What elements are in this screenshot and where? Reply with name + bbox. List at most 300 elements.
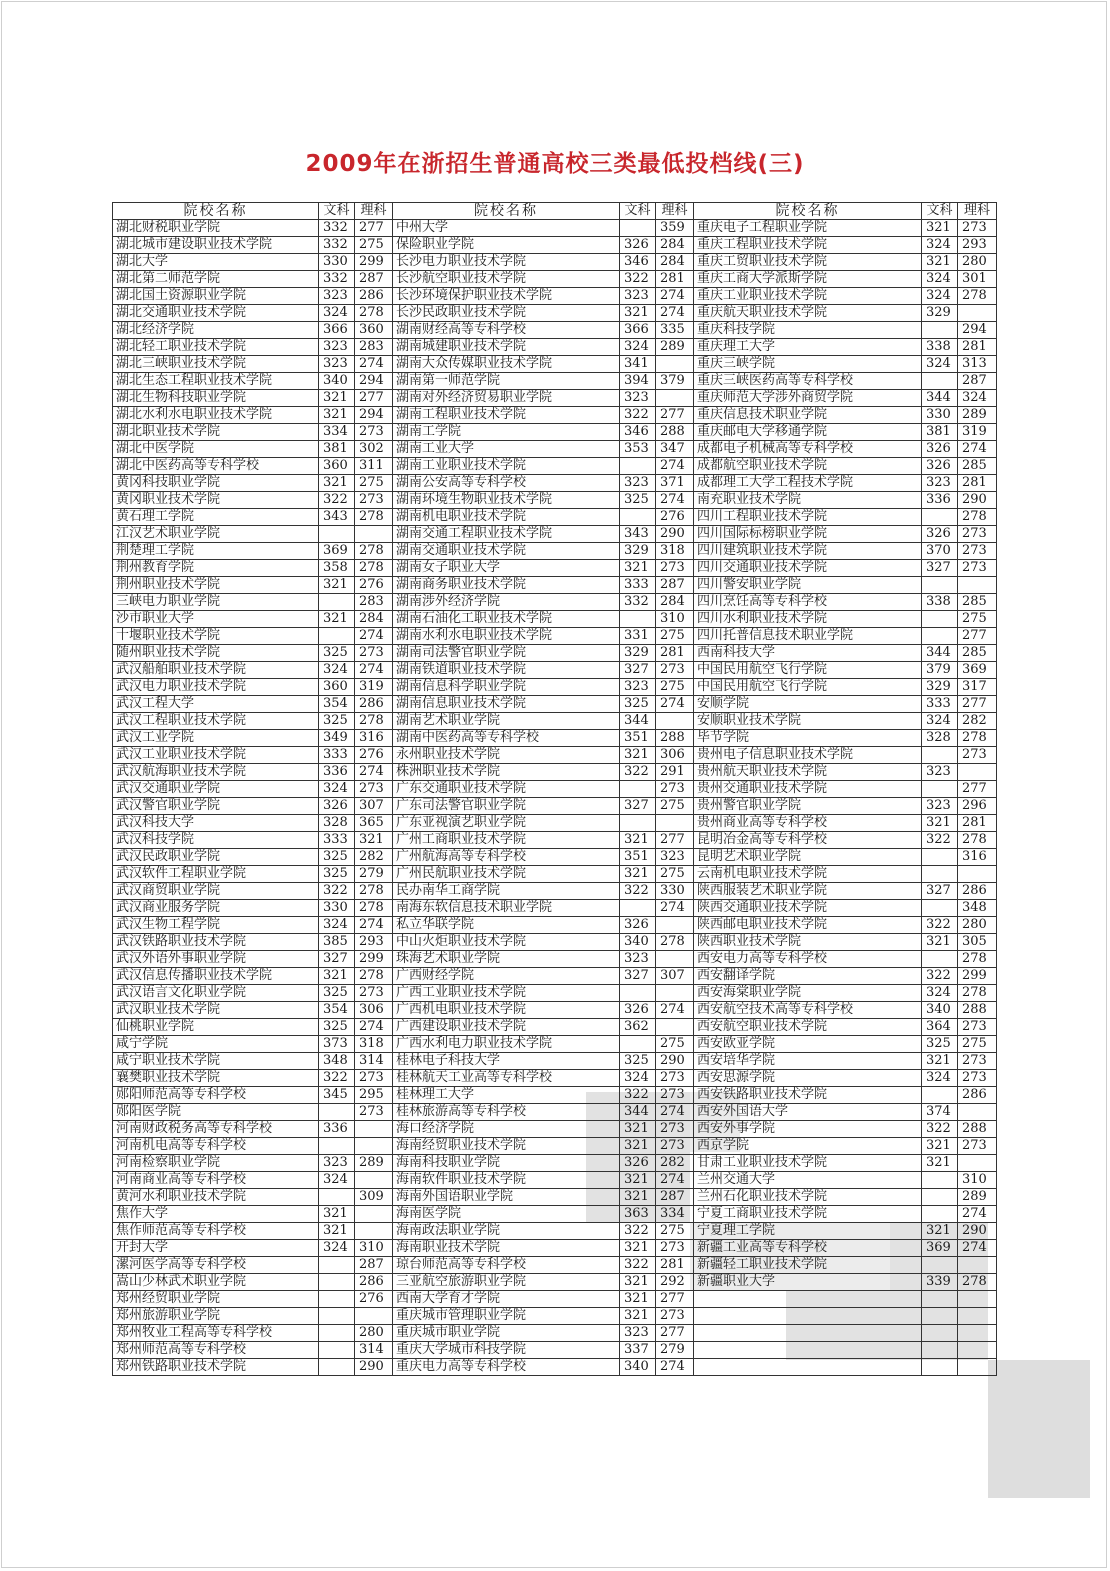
table-row [113,305,997,322]
school-name-cell: 咸宁职业技术学院 [113,1053,319,1070]
school-name-cell: 武汉工程职业技术学院 [113,713,319,730]
science-score-cell: 365 [355,815,393,832]
school-name-cell: 西安外事学院 [694,1121,922,1138]
liberal-arts-score-cell: 326 [620,1155,656,1172]
science-score-cell: 296 [958,798,997,815]
table-row [113,509,997,526]
science-score-cell: 274 [958,1206,997,1223]
school-name-cell: 湖北生态工程职业技术学院 [113,373,319,390]
science-score-cell: 286 [355,288,393,305]
science-score-cell: 275 [958,1036,997,1053]
science-score-cell: 273 [958,543,997,560]
science-score-cell: 318 [656,543,694,560]
liberal-arts-score-cell: 329 [620,645,656,662]
science-score-cell: 359 [656,220,694,237]
school-name-cell: 广州工商职业技术学院 [393,832,620,849]
science-score-cell: 313 [958,356,997,373]
science-score-cell: 294 [355,407,393,424]
liberal-arts-score-cell [922,628,958,645]
science-score-cell: 274 [958,441,997,458]
science-score-cell: 281 [958,339,997,356]
liberal-arts-score-cell: 321 [620,747,656,764]
science-score-cell: 347 [656,441,694,458]
liberal-arts-score-cell: 379 [922,662,958,679]
science-score-cell: 295 [355,1087,393,1104]
science-score-cell [355,1308,393,1325]
liberal-arts-score-cell: 321 [620,1274,656,1291]
science-score-cell: 289 [958,1189,997,1206]
school-name-cell: 武汉电力职业技术学院 [113,679,319,696]
science-score-cell: 278 [958,951,997,968]
science-score-cell: 278 [355,560,393,577]
science-score-cell: 275 [355,475,393,492]
liberal-arts-score-cell: 344 [922,645,958,662]
science-score-cell: 302 [355,441,393,458]
table-row [113,883,997,900]
liberal-arts-score-cell [922,781,958,798]
school-name-cell: 湖北轻工职业技术学院 [113,339,319,356]
school-name-cell: 武汉交通职业学院 [113,781,319,798]
science-score-cell: 277 [656,407,694,424]
liberal-arts-score-cell: 322 [620,1257,656,1274]
school-name-cell: 重庆工程职业技术学院 [694,237,922,254]
science-score-cell: 277 [355,220,393,237]
liberal-arts-score-cell [319,526,355,543]
science-score-cell: 287 [355,1257,393,1274]
school-name-cell: 贵州警官职业学院 [694,798,922,815]
school-name-cell: 广西工业职业技术学院 [393,985,620,1002]
liberal-arts-score-cell: 332 [319,271,355,288]
science-score-cell: 273 [958,1053,997,1070]
science-score-cell: 281 [656,645,694,662]
science-score-cell: 275 [656,628,694,645]
science-score-cell [958,1257,997,1274]
school-name-cell: 郧阳师范高等专科学校 [113,1087,319,1104]
liberal-arts-score-cell: 321 [620,1291,656,1308]
liberal-arts-score-cell: 340 [922,1002,958,1019]
science-score-cell [355,1121,393,1138]
school-name-cell: 贵州航天职业技术学院 [694,764,922,781]
school-name-cell: 湖南中医药高等专科学校 [393,730,620,747]
school-name-cell: 长沙民政职业技术学院 [393,305,620,322]
liberal-arts-score-cell: 333 [319,832,355,849]
table-row [113,356,997,373]
science-score-cell: 299 [958,968,997,985]
liberal-arts-score-cell [922,1359,958,1376]
science-score-cell: 289 [656,339,694,356]
liberal-arts-score-cell [620,1036,656,1053]
school-name-cell: 湖南机电职业技术学院 [393,509,620,526]
table-row [113,747,997,764]
school-name-cell: 湖南大众传媒职业技术学院 [393,356,620,373]
liberal-arts-score-cell: 345 [319,1087,355,1104]
school-name-cell: 桂林航天工业高等专科学校 [393,1070,620,1087]
science-score-cell [958,1308,997,1325]
science-score-cell: 281 [656,1257,694,1274]
liberal-arts-score-cell: 370 [922,543,958,560]
science-score-cell: 275 [656,679,694,696]
science-score-cell: 316 [958,849,997,866]
science-score-cell: 276 [355,1291,393,1308]
table-row [113,1257,997,1274]
science-score-cell [355,1223,393,1240]
school-name-cell: 焦作师范高等专科学校 [113,1223,319,1240]
school-name-cell: 三峡电力职业学院 [113,594,319,611]
science-score-cell: 273 [355,1070,393,1087]
liberal-arts-score-cell: 325 [319,713,355,730]
school-name-cell: 武汉警官职业学院 [113,798,319,815]
table-row [113,526,997,543]
liberal-arts-score-cell: 322 [620,883,656,900]
table-row [113,781,997,798]
science-score-cell: 290 [656,526,694,543]
table-row [113,1291,997,1308]
table-row [113,1172,997,1189]
school-name-cell: 开封大学 [113,1240,319,1257]
school-name-cell: 十堰职业技术学院 [113,628,319,645]
school-name-cell: 湖南财经高等专科学校 [393,322,620,339]
school-name-cell: 随州职业技术学院 [113,645,319,662]
liberal-arts-score-cell: 322 [620,271,656,288]
science-score-cell: 309 [355,1189,393,1206]
science-score-cell [656,951,694,968]
liberal-arts-score-cell: 322 [922,1121,958,1138]
school-name-cell: 湖南涉外经济学院 [393,594,620,611]
liberal-arts-score-cell: 323 [319,356,355,373]
school-name-cell: 广西水利电力职业技术学院 [393,1036,620,1053]
liberal-arts-score-cell [922,1257,958,1274]
liberal-arts-score-cell [922,1172,958,1189]
table-row [113,1206,997,1223]
liberal-arts-score-cell [319,1257,355,1274]
liberal-arts-score-cell: 373 [319,1036,355,1053]
school-name-cell: 贵州商业高等专科学校 [694,815,922,832]
science-score-cell: 274 [656,305,694,322]
science-score-cell: 277 [656,1325,694,1342]
science-score-cell: 273 [656,1138,694,1155]
science-score-cell [355,1206,393,1223]
science-score-cell: 291 [656,764,694,781]
liberal-arts-score-cell: 322 [620,1087,656,1104]
table-row [113,968,997,985]
science-score-cell: 278 [958,832,997,849]
liberal-arts-score-cell: 321 [922,1053,958,1070]
table-row [113,1019,997,1036]
table-row [113,1325,997,1342]
science-score-cell: 360 [355,322,393,339]
science-score-cell: 275 [656,866,694,883]
liberal-arts-score-cell: 321 [922,1223,958,1240]
school-name-cell: 贵州交通职业技术学院 [694,781,922,798]
liberal-arts-score-cell: 364 [922,1019,958,1036]
liberal-arts-score-cell: 321 [319,611,355,628]
liberal-arts-score-cell: 327 [620,968,656,985]
liberal-arts-score-cell: 322 [620,407,656,424]
liberal-arts-score-cell: 381 [319,441,355,458]
table-row [113,696,997,713]
school-name-cell: 武汉船舶职业技术学院 [113,662,319,679]
school-name-cell: 荆楚理工学院 [113,543,319,560]
table-row [113,849,997,866]
school-name-cell [694,1325,922,1342]
school-name-cell: 湖北水利水电职业技术学院 [113,407,319,424]
school-name-cell: 西南大学育才学院 [393,1291,620,1308]
liberal-arts-score-cell: 349 [319,730,355,747]
liberal-arts-score-cell: 321 [922,934,958,951]
school-name-cell: 黄冈科技职业学院 [113,475,319,492]
school-name-cell: 四川水利职业技术学院 [694,611,922,628]
science-score-cell: 323 [656,849,694,866]
liberal-arts-score-cell: 323 [620,1325,656,1342]
science-score-cell: 279 [656,1342,694,1359]
school-name-cell [694,1291,922,1308]
liberal-arts-score-cell: 338 [922,594,958,611]
liberal-arts-score-cell: 336 [319,764,355,781]
science-score-cell: 293 [355,934,393,951]
science-score-cell: 278 [958,985,997,1002]
liberal-arts-score-cell: 351 [620,849,656,866]
liberal-arts-score-cell [922,1189,958,1206]
school-name-cell: 海南软件职业技术学院 [393,1172,620,1189]
school-name-cell: 广东交通职业技术学院 [393,781,620,798]
science-score-cell [958,866,997,883]
science-score-cell: 281 [958,475,997,492]
science-score-cell: 317 [958,679,997,696]
liberal-arts-score-cell: 327 [922,560,958,577]
school-name-cell: 荆州教育学院 [113,560,319,577]
liberal-arts-score-cell [319,1189,355,1206]
science-score-cell: 307 [355,798,393,815]
school-name-cell: 民办南华工商学院 [393,883,620,900]
liberal-arts-score-cell: 328 [319,815,355,832]
school-name-cell: 广东司法警官职业学院 [393,798,620,815]
school-name-cell: 湖南工程职业技术学院 [393,407,620,424]
school-name-cell: 四川警安职业学院 [694,577,922,594]
liberal-arts-score-cell: 321 [620,866,656,883]
liberal-arts-score-cell: 334 [319,424,355,441]
science-score-cell: 273 [355,424,393,441]
science-score-cell: 273 [656,1070,694,1087]
school-name-cell: 南海东软信息技术职业学院 [393,900,620,917]
science-score-cell: 287 [656,577,694,594]
school-name-cell: 陕西服装艺术职业学院 [694,883,922,900]
school-name-cell: 长沙环境保护职业技术学院 [393,288,620,305]
school-name-cell: 湖南石油化工职业技术学院 [393,611,620,628]
table-row [113,441,997,458]
school-name-cell: 重庆电力高等专科学校 [393,1359,620,1376]
liberal-arts-score-cell [922,1206,958,1223]
school-name-cell: 重庆信息技术职业学院 [694,407,922,424]
school-name-cell: 郧阳医学院 [113,1104,319,1121]
liberal-arts-score-cell [319,1359,355,1376]
liberal-arts-score-cell: 321 [319,475,355,492]
school-name-cell: 湖北中医学院 [113,441,319,458]
table-row [113,373,997,390]
school-name-cell: 湖北大学 [113,254,319,271]
science-score-cell: 273 [355,1104,393,1121]
school-name-cell: 郑州旅游职业学院 [113,1308,319,1325]
table-row [113,662,997,679]
liberal-arts-score-cell: 321 [319,407,355,424]
table-row [113,1104,997,1121]
science-score-cell [355,1172,393,1189]
school-name-cell: 重庆航天职业技术学院 [694,305,922,322]
school-name-cell: 武汉工业职业技术学院 [113,747,319,764]
school-name-cell [694,1359,922,1376]
liberal-arts-score-cell: 325 [319,1019,355,1036]
liberal-arts-score-cell [922,1308,958,1325]
table-row [113,628,997,645]
science-score-cell: 282 [355,849,393,866]
science-score-cell: 274 [355,628,393,645]
liberal-arts-score-cell: 363 [620,1206,656,1223]
school-name-cell: 新疆职业大学 [694,1274,922,1291]
liberal-arts-score-cell: 338 [922,339,958,356]
table-row [113,492,997,509]
school-name-cell: 漯河医学高等专科学校 [113,1257,319,1274]
science-score-cell: 283 [355,594,393,611]
liberal-arts-score-cell: 323 [922,475,958,492]
liberal-arts-score-cell: 321 [620,1138,656,1155]
liberal-arts-score-cell: 332 [319,220,355,237]
liberal-arts-score-cell: 325 [922,1036,958,1053]
school-name-cell: 四川烹饪高等专科学校 [694,594,922,611]
table-row [113,730,997,747]
science-score-cell: 280 [355,1325,393,1342]
liberal-arts-score-cell: 325 [620,492,656,509]
table-row [113,611,997,628]
liberal-arts-score-cell: 325 [319,985,355,1002]
science-score-cell: 278 [958,730,997,747]
table-row [113,1155,997,1172]
science-score-cell: 286 [958,883,997,900]
science-score-cell: 280 [958,917,997,934]
liberal-arts-score-cell: 326 [922,526,958,543]
science-score-cell: 290 [355,1359,393,1376]
school-name-cell: 黄石理工学院 [113,509,319,526]
school-name-cell: 西安海棠职业学院 [694,985,922,1002]
science-score-cell: 278 [355,713,393,730]
science-score-cell: 274 [656,1359,694,1376]
science-score-cell: 277 [656,832,694,849]
liberal-arts-score-cell [319,1308,355,1325]
liberal-arts-score-cell: 325 [319,866,355,883]
science-score-cell: 289 [355,1155,393,1172]
school-name-cell: 湖北城市建设职业技术学院 [113,237,319,254]
science-score-cell [656,917,694,934]
liberal-arts-score-cell: 327 [620,798,656,815]
liberal-arts-score-cell: 321 [620,305,656,322]
liberal-arts-score-cell: 369 [922,1240,958,1257]
school-name-cell: 陕西交通职业技术学院 [694,900,922,917]
liberal-arts-score-cell: 324 [922,985,958,1002]
school-name-cell: 贵州电子信息职业技术学院 [694,747,922,764]
science-score-cell: 294 [958,322,997,339]
science-score-cell: 305 [958,934,997,951]
school-name-cell: 重庆工贸职业技术学院 [694,254,922,271]
school-name-cell: 安顺学院 [694,696,922,713]
liberal-arts-score-cell: 323 [319,1155,355,1172]
science-score-cell: 284 [355,611,393,628]
science-score-cell: 319 [958,424,997,441]
school-name-cell: 重庆三峡学院 [694,356,922,373]
liberal-arts-score-cell: 327 [620,662,656,679]
liberal-arts-score-cell: 321 [319,968,355,985]
liberal-arts-score-cell [922,747,958,764]
science-score-cell: 281 [958,815,997,832]
liberal-arts-score-cell: 358 [319,560,355,577]
school-name-cell: 宁夏理工学院 [694,1223,922,1240]
science-score-cell [958,1359,997,1376]
liberal-arts-score-cell: 324 [319,662,355,679]
science-score-cell [958,305,997,322]
school-name-cell: 河南检察职业学院 [113,1155,319,1172]
school-name-cell: 重庆城市管理职业学院 [393,1308,620,1325]
liberal-arts-score-cell: 321 [319,390,355,407]
science-score-cell: 278 [958,1274,997,1291]
science-score-cell: 274 [656,1002,694,1019]
school-name-cell: 安顺职业技术学院 [694,713,922,730]
school-name-cell: 永州职业技术学院 [393,747,620,764]
school-name-cell: 湖南信息科学职业学院 [393,679,620,696]
science-score-cell: 348 [958,900,997,917]
school-name-cell: 湖北第二师范学院 [113,271,319,288]
liberal-arts-score-cell: 323 [922,798,958,815]
school-name-cell: 武汉铁路职业技术学院 [113,934,319,951]
table-row [113,424,997,441]
school-name-cell: 西安思源学院 [694,1070,922,1087]
liberal-arts-score-cell [922,509,958,526]
header-science: 理科 [656,203,694,220]
science-score-cell [958,764,997,781]
liberal-arts-score-cell: 324 [620,1070,656,1087]
school-name-cell: 四川托普信息技术职业学院 [694,628,922,645]
school-name-cell: 武汉软件工程职业学院 [113,866,319,883]
school-name-cell: 郑州铁路职业技术学院 [113,1359,319,1376]
school-name-cell: 海南政法职业学院 [393,1223,620,1240]
liberal-arts-score-cell [319,1138,355,1155]
science-score-cell: 292 [656,1274,694,1291]
liberal-arts-score-cell [620,815,656,832]
liberal-arts-score-cell [620,985,656,1002]
liberal-arts-score-cell: 344 [620,1104,656,1121]
table-row [113,220,997,237]
table-row [113,1070,997,1087]
school-name-cell: 武汉职业技术学院 [113,1002,319,1019]
school-name-cell: 西安培华学院 [694,1053,922,1070]
science-score-cell: 287 [958,373,997,390]
science-score-cell [958,1291,997,1308]
school-name-cell: 新疆工业高等专科学校 [694,1240,922,1257]
science-score-cell: 273 [958,526,997,543]
school-name-cell: 武汉工程大学 [113,696,319,713]
school-name-cell: 襄樊职业技术学院 [113,1070,319,1087]
liberal-arts-score-cell: 327 [319,951,355,968]
science-score-cell: 282 [656,1155,694,1172]
liberal-arts-score-cell: 331 [620,628,656,645]
school-name-cell: 重庆工业职业技术学院 [694,288,922,305]
science-score-cell: 369 [958,662,997,679]
liberal-arts-score-cell: 332 [620,594,656,611]
science-score-cell: 278 [958,288,997,305]
liberal-arts-score-cell: 321 [922,220,958,237]
table-row [113,1002,997,1019]
liberal-arts-score-cell: 322 [620,1223,656,1240]
school-name-cell: 中山火炬职业技术学院 [393,934,620,951]
liberal-arts-score-cell [620,509,656,526]
liberal-arts-score-cell: 332 [319,237,355,254]
science-score-cell: 273 [958,747,997,764]
